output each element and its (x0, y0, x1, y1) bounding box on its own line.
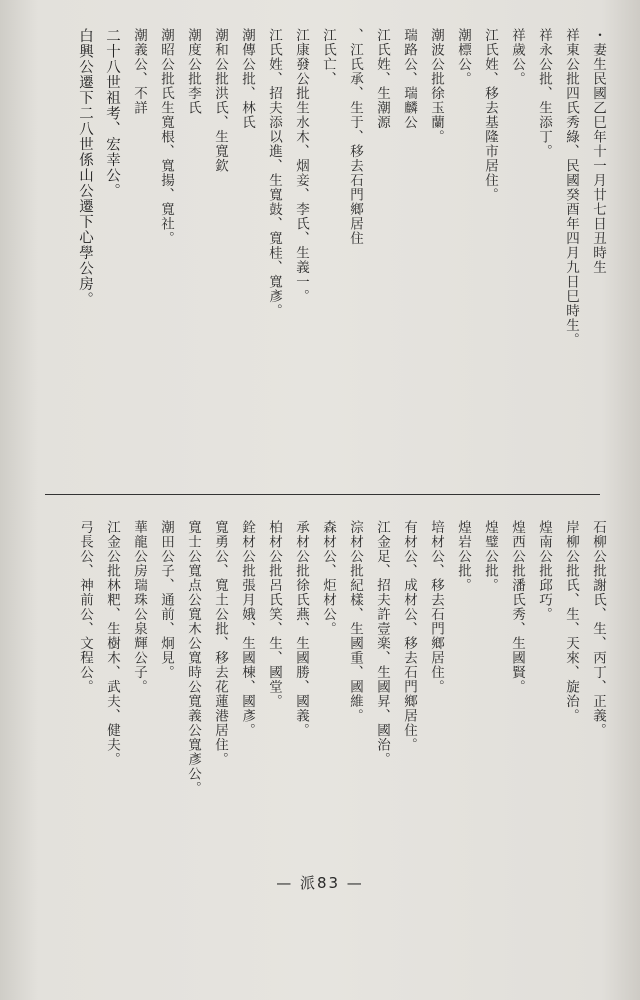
bottom-text-column: 煌西公批潘氏秀、生國賢。 (509, 520, 525, 694)
top-text-column: 祥歲公。 (509, 28, 525, 86)
top-text-column: 白興公遷下二八世係山公遷下心學公房。 (77, 28, 93, 307)
top-text-column: 瑞路公、瑞麟公 (401, 28, 417, 130)
bottom-text-column: 森材公、炬材公。 (320, 520, 336, 636)
bottom-text-column: 柏材公批呂氏笑、生、國堂。 (266, 520, 282, 709)
bottom-text-column: 煌璧公批。 (482, 520, 498, 593)
top-text-column: 潮標公。 (455, 28, 471, 86)
top-text-column: 潮昭公批氏生寬根、寬揚、寬社。 (158, 28, 174, 246)
page-number: — 派83 — (276, 874, 364, 892)
bottom-text-column: 銓材公批張月娥、生國棟、國彥。 (239, 520, 255, 738)
top-text-column: 潮義公、不詳 (131, 28, 147, 115)
top-text-column: 祥東公批四氏秀綠、民國癸酉年四月九日巳時生。 (563, 28, 579, 347)
top-text-column: 江氏姓、招夫添以進、生寬鼓、寬桂、寬彥。 (266, 28, 282, 318)
bottom-text-column: 有材公、成材公、移去石門鄉居住。 (401, 520, 417, 752)
bottom-text-column: 岸柳公批氏、生、天來、旋治。 (563, 520, 579, 723)
upper-text-block (50, 28, 610, 483)
bottom-text-column: 江金足、招夫許壹楽、生國昇、國治。 (374, 520, 390, 767)
top-text-column: 、江氏承、生于、移去石門鄉居住 (347, 28, 363, 246)
top-text-column: 江氏亡、 (320, 28, 336, 86)
bottom-text-column: 寬士公寬点公寬木公寬時公寬義公寬彥公。 (185, 520, 201, 796)
bottom-text-column: 煌岩公批。 (455, 520, 471, 593)
top-text-column: 江康發公批生水木、烟妾、李氏、生義一。 (293, 28, 309, 304)
section-divider (45, 494, 600, 495)
top-text-column: 江氏姓、生潮源 (374, 28, 390, 130)
bottom-text-column: 潮田公子、通前、炯見。 (158, 520, 174, 680)
top-text-column: 江氏姓、移去基隆市居住。 (482, 28, 498, 202)
bottom-text-column: 江金公批林粑、生樹木、武夫、健夫。 (104, 520, 120, 767)
top-text-column: ・妻生民國乙巳年十一月廿七日丑時生 (590, 28, 606, 275)
bottom-text-column: 石柳公批謝氏、生、丙丁、正義。 (590, 520, 606, 738)
top-text-column: 潮度公批李氏 (185, 28, 201, 115)
lower-text-block (50, 520, 610, 850)
top-text-column: 祥永公批、生添丁。 (536, 28, 552, 159)
top-text-column: 二十八世祖考、宏幸公。 (104, 28, 120, 199)
bottom-text-column: 淙材公批紀樣、生國重、國維。 (347, 520, 363, 723)
top-text-column: 潮波公批徐玉蘭。 (428, 28, 444, 144)
bottom-text-column: 煌南公批邱巧。 (536, 520, 552, 622)
bottom-text-column: 弓長公、神前公、文程公。 (77, 520, 93, 694)
bottom-text-column: 華龍公房瑞珠公泉輝公子。 (131, 520, 147, 694)
bottom-text-column: 寬勇公、寬土公批、移去花蓮港居住。 (212, 520, 228, 767)
bottom-text-column: 承材公批徐氏燕、生國勝、國義。 (293, 520, 309, 738)
top-text-column: 潮和公批洪氏、生寬欽 (212, 28, 228, 173)
top-text-column: 潮傳公批、林氏 (239, 28, 255, 130)
bottom-text-column: 培材公、移去石門鄉居住。 (428, 520, 444, 694)
